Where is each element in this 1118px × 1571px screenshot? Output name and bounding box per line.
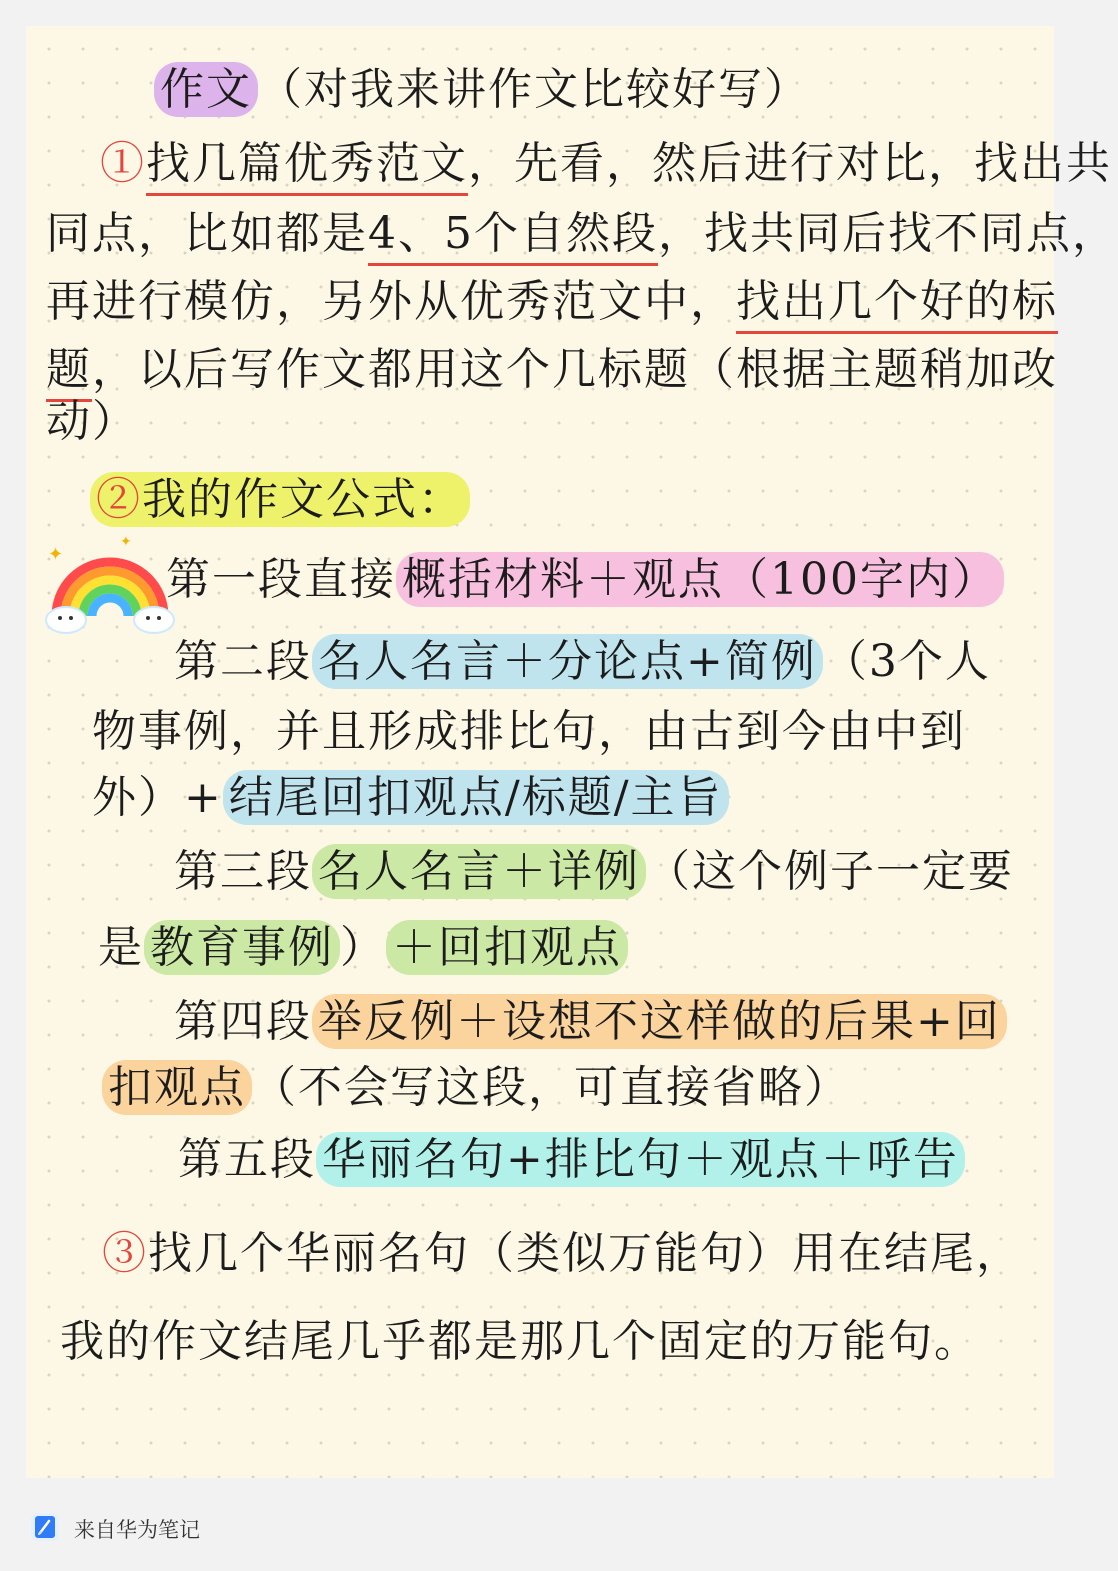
svg-text:✦: ✦: [120, 534, 132, 550]
p1-text: 再进行模仿，另外从优秀范文中，: [46, 276, 736, 327]
huawei-notes-icon[interactable]: [30, 1512, 60, 1542]
underline-titles: 找出几个好的标: [736, 276, 1058, 334]
callback-highlight: ＋回扣观点: [386, 920, 628, 975]
p1-line-3: [46, 276, 1058, 327]
p1-line-4: [46, 344, 1058, 395]
segment-1-lead: 第一段直接: [166, 554, 396, 605]
note-page: [26, 26, 1118, 1478]
p1-text: ，找共同后找不同点，: [658, 208, 1118, 259]
number-3: ③: [102, 1228, 148, 1279]
segment-2-ending-highlight: 结尾回扣观点/标题/主旨: [223, 770, 729, 825]
segment-5-lead: 第五段: [178, 1134, 316, 1185]
p1-text: 同点，比如都是: [46, 208, 368, 259]
p1-text: ，先看，然后进行对比，找出共: [468, 138, 1112, 189]
segment-5: [178, 1134, 965, 1185]
segment-2-lead: 第二段: [174, 636, 312, 687]
segment-4-line-2: [102, 1062, 850, 1113]
underline-find-essays: 找几篇优秀范文: [146, 138, 468, 196]
p1-text: ，以后写作文都用这个几标题（根据主题稍加改: [92, 344, 1058, 395]
segment-3-text: （这个例子一定要: [646, 846, 1014, 897]
segment-4-highlight: 举反例＋设想不这样做的后果+回: [312, 994, 1007, 1049]
number-2: ②: [96, 474, 142, 525]
segment-4-lead: 第四段: [174, 996, 312, 1047]
education-example-highlight: 教育事例: [144, 920, 340, 975]
rainbow-sticker-icon: [46, 534, 174, 642]
p1-line-2: [46, 208, 1118, 259]
title-note: （对我来讲作文比较好写）: [258, 64, 810, 115]
segment-3-line-1: [174, 846, 1014, 897]
source-label[interactable]: 来自华为笔记: [74, 1518, 200, 1542]
number-1: ①: [100, 138, 146, 189]
segment-2-line-2: [92, 706, 966, 757]
segment-3-line-2: [98, 922, 628, 973]
segment-2-text: 物事例，并且形成排比句，由古到今由中到: [92, 706, 966, 757]
segment-4-text: （不会写这段，可直接省略）: [252, 1062, 850, 1113]
segment-3-lead: 第三段: [174, 846, 312, 897]
title-highlight: 作文: [154, 62, 258, 117]
segment-4-line-1: [174, 996, 1007, 1047]
formula-heading-text: 我的作文公式：: [142, 474, 464, 525]
segment-2-text: （3个人: [822, 636, 991, 687]
underline-paragraphs: 4、5个自然段: [368, 208, 658, 266]
segment-3-highlight: 名人名言＋详例: [312, 844, 646, 899]
p3-text: 我的作文结尾几乎都是那几个固定的万能句。: [60, 1316, 980, 1367]
segment-2-line-1: [174, 636, 991, 687]
svg-text:✦: ✦: [48, 544, 64, 565]
segment-1: [166, 554, 1004, 605]
p1-line-1: [100, 138, 1112, 189]
segment-1-highlight: 概括材料＋观点（100字内）: [396, 552, 1004, 607]
formula-heading: [90, 474, 470, 525]
p1-line-5: [46, 396, 138, 447]
p3-line-1: [102, 1228, 1022, 1279]
segment-2-highlight: 名人名言＋分论点+简例: [312, 634, 823, 689]
footer: [0, 1478, 1080, 1571]
underline-title-char: 题: [46, 344, 92, 402]
segment-2-line-3: [92, 772, 729, 823]
segment-4-callback-highlight: 扣观点: [102, 1060, 252, 1115]
p3-text: 找几个华丽名句（类似万能句）用在结尾，: [148, 1228, 1022, 1279]
segment-2-text: 外）+: [92, 772, 223, 823]
segment-5-highlight: 华丽名句+排比句＋观点＋呼告: [316, 1132, 965, 1187]
formula-heading-highlight: [90, 472, 470, 527]
p1-text: 动）: [46, 396, 138, 447]
segment-3-text: 是: [98, 922, 144, 973]
p3-line-2: [60, 1316, 980, 1367]
title-line: [154, 64, 810, 115]
segment-3-text: ）: [340, 922, 386, 973]
